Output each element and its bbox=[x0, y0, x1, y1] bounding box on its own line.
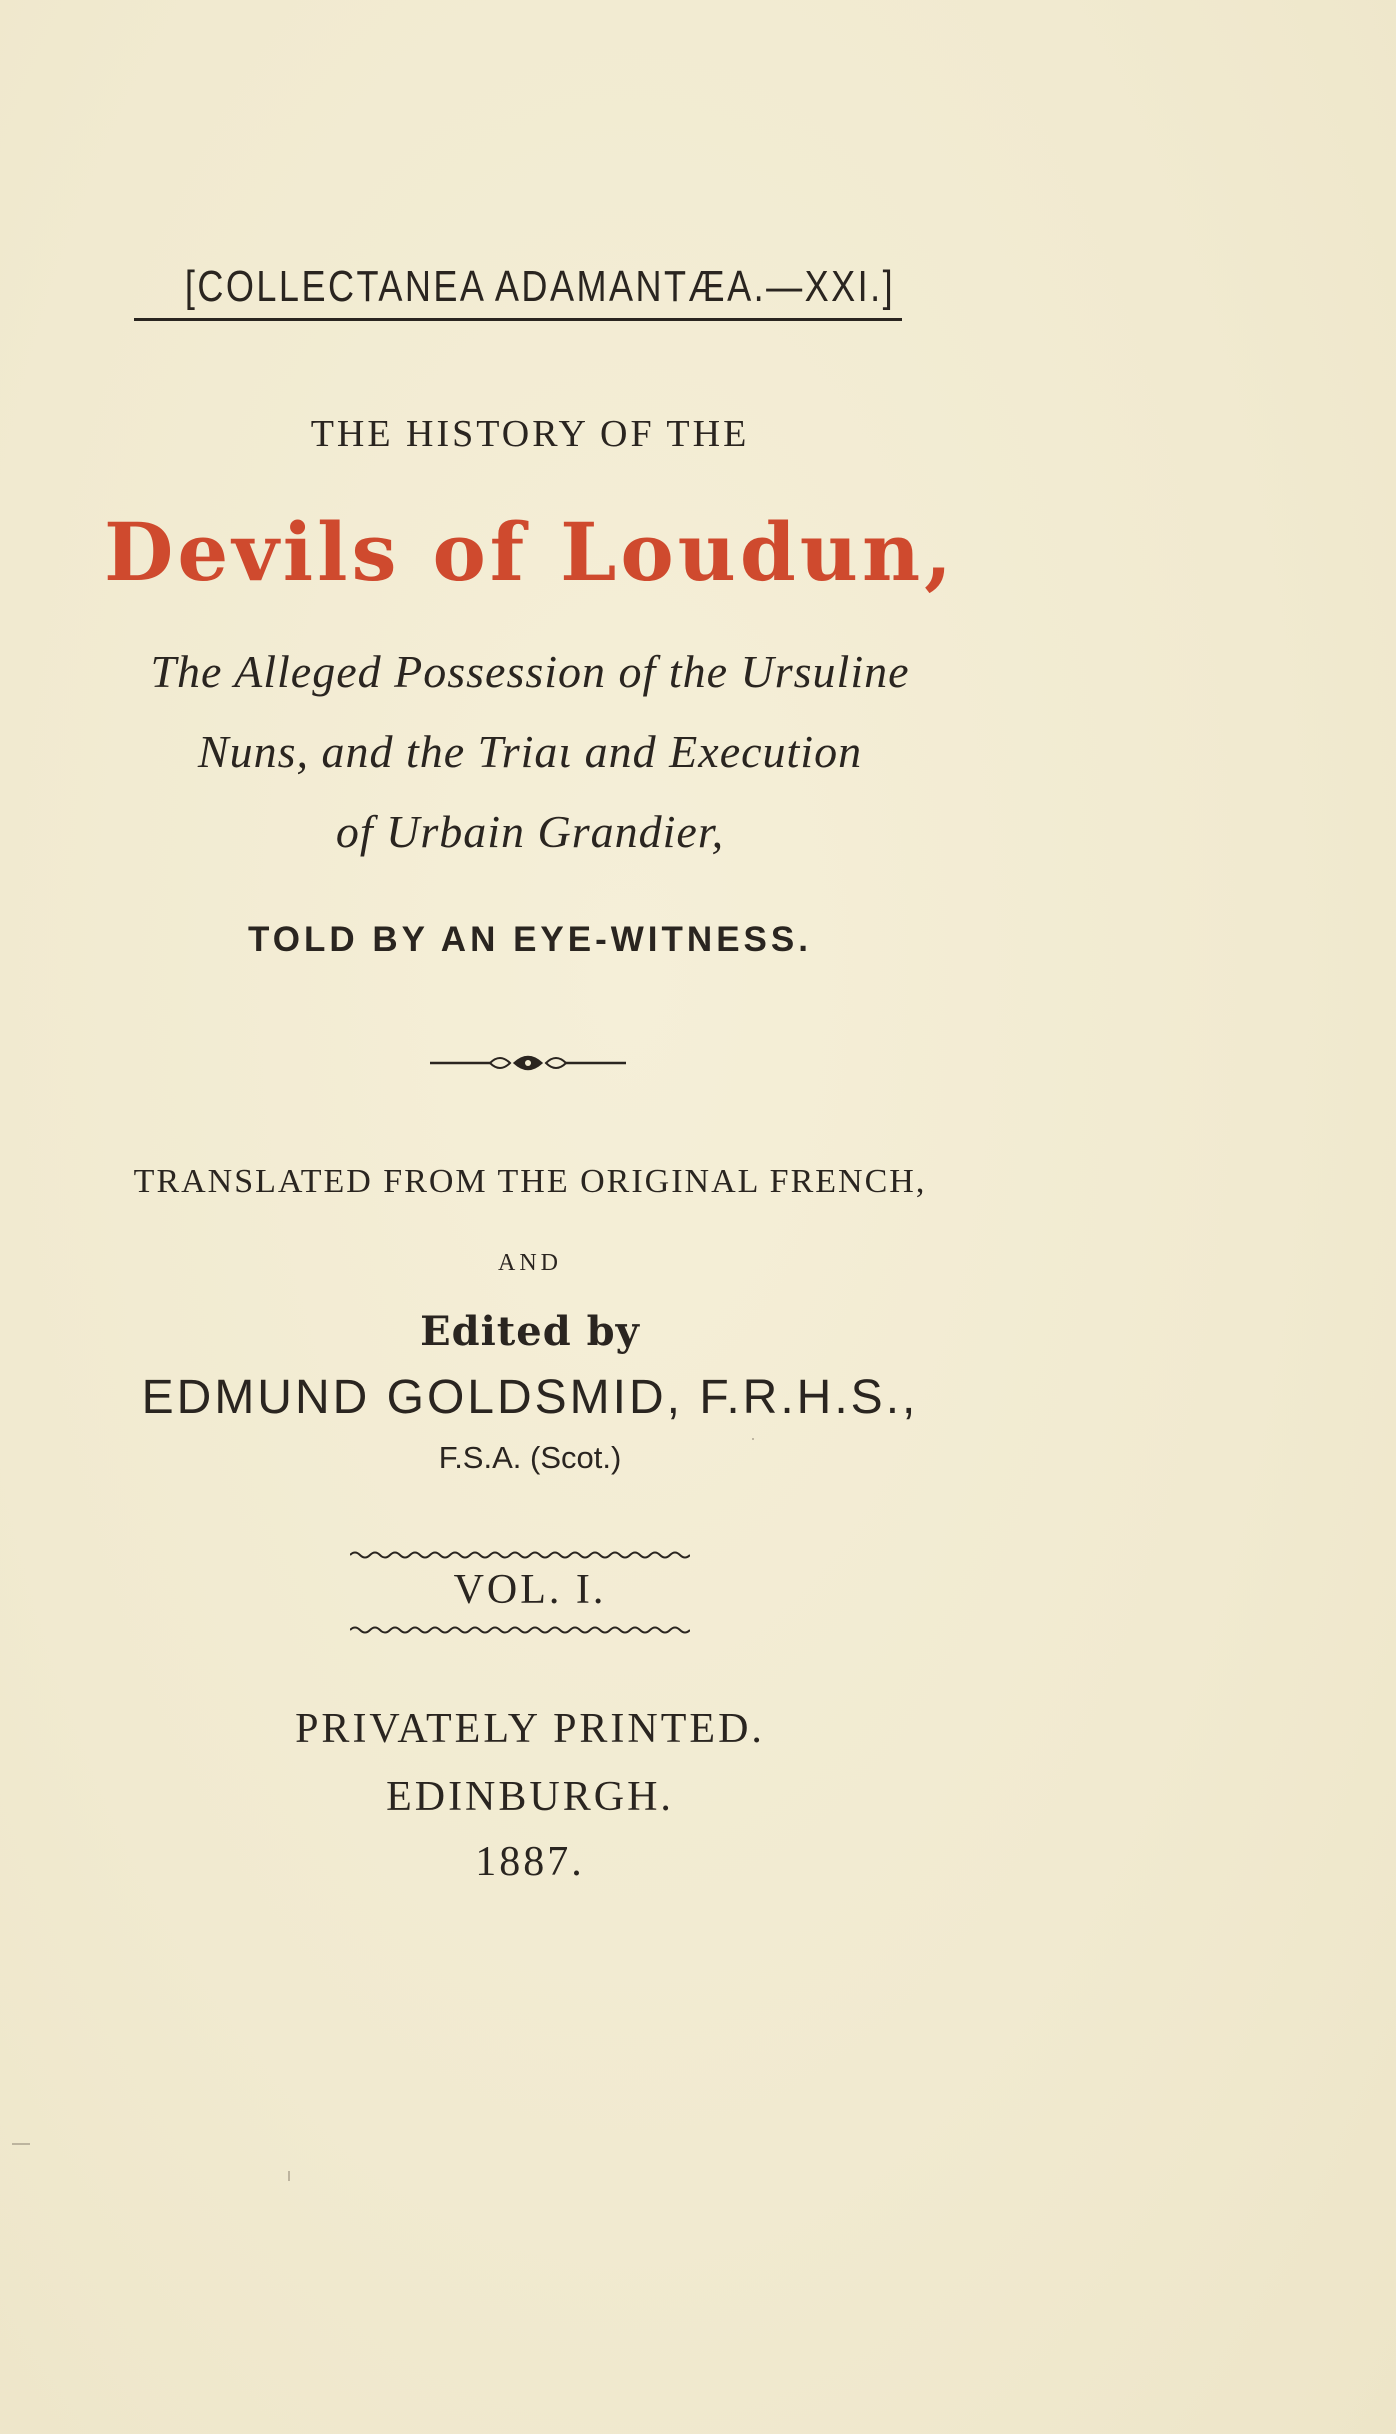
paper-speck bbox=[752, 1438, 754, 1440]
editor-credentials: F.S.A. (Scot.) bbox=[438, 1440, 622, 1475]
main-title: Devils of Loudun, bbox=[104, 505, 956, 599]
translated-line: TRANSLATED FROM THE ORIGINAL FRENCH, bbox=[133, 1163, 927, 1200]
edited-by-line: Edited by bbox=[420, 1308, 640, 1355]
imprint-printed: PRIVATELY PRINTED. bbox=[295, 1706, 765, 1752]
history-line: THE HISTORY OF THE bbox=[310, 413, 750, 455]
and-line: AND bbox=[498, 1250, 562, 1276]
subtitle-line-3: of Urbain Grandier, bbox=[335, 806, 725, 857]
told-by-line: TOLD BY AN EYE-WITNESS. bbox=[248, 920, 812, 959]
paper-speck bbox=[12, 2143, 30, 2145]
series-title: [COLLECTANEA ADAMANTÆA.—XXI.] bbox=[184, 262, 896, 311]
imprint-year: 1887. bbox=[475, 1839, 585, 1885]
volume-number: VOL. I. bbox=[453, 1567, 607, 1613]
series-underline bbox=[134, 318, 902, 321]
wavy-rule-bottom bbox=[350, 1623, 690, 1637]
paper-speck bbox=[288, 2171, 290, 2181]
decorative-ornament-icon bbox=[428, 1048, 628, 1078]
imprint-city: EDINBURGH. bbox=[386, 1774, 674, 1820]
wavy-rule-top bbox=[350, 1548, 690, 1562]
subtitle-line-1: The Alleged Possession of the Ursuline bbox=[150, 646, 910, 697]
subtitle-line-2: Nuns, and the Triaι and Execution bbox=[197, 726, 863, 777]
editor-name: EDMUND GOLDSMID, F.R.H.S., bbox=[141, 1371, 919, 1424]
